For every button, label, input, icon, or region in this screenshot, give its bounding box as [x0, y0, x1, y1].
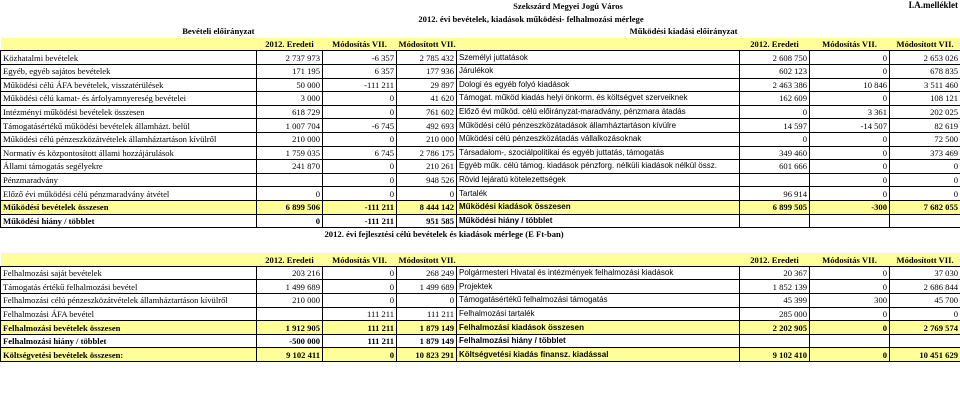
- expense-value: 349 460: [740, 146, 810, 160]
- revenue-value: 1 879 149: [397, 321, 457, 335]
- expense-label: Polgármesteri Hivatal és intézmények felhalmozási kiadások: [457, 266, 740, 280]
- deficit-row: [1, 214, 960, 228]
- expense-value: 14 597: [740, 119, 810, 133]
- revenue-value: 951 585: [397, 214, 457, 228]
- revenue-value: 210 261: [397, 160, 457, 174]
- revenue-value: 111 211: [323, 334, 397, 348]
- revenue-value: 3 000: [257, 92, 323, 106]
- expense-value: 2 769 574: [890, 321, 960, 335]
- expense-value: 0: [810, 92, 890, 106]
- expense-value: 300: [810, 294, 890, 308]
- expense-value: [740, 214, 810, 228]
- revenue-label: Működési célú ÁFA bevételek, visszatérülések: [1, 78, 257, 92]
- expense-label: Tartalék: [457, 187, 740, 201]
- revenue-label: Intézményi működési bevételek összesen: [1, 105, 257, 119]
- expense-value: 6 899 505: [740, 200, 810, 214]
- expense-label: Egyéb műk. célú támog. kiadások pénzforg. nélküli kiadások nélkül össz.: [457, 160, 740, 174]
- org-name: Szekszárd Megyei Jogú Város: [513, 1, 623, 12]
- revenue-value: 9 102 411: [257, 348, 323, 362]
- revenue-value: -6 745: [323, 119, 397, 133]
- table-row: [1, 187, 960, 201]
- expense-section-title: Működési kiadási előirányzat: [629, 26, 738, 37]
- expense-label: Projektek: [457, 280, 740, 294]
- table-row: [1, 173, 960, 187]
- header-row: [1, 0, 960, 13]
- revenue-label: Felhalmozási saját bevételek: [1, 266, 257, 280]
- section-title: 2012. évi fejlesztési célú bevételek és kiadások mérlege (E Ft-ban): [324, 229, 564, 240]
- column-header: Módosított VII.: [896, 39, 954, 50]
- table-row: [1, 160, 960, 174]
- header-row: [1, 25, 960, 38]
- expense-value: 20 367: [740, 266, 810, 280]
- column-header-row: [1, 38, 960, 51]
- expense-value: 0: [740, 132, 810, 146]
- revenue-label: Közhatalmi bevételek: [1, 51, 257, 65]
- expense-value: 2 202 905: [740, 321, 810, 335]
- deficit-row: [1, 334, 960, 348]
- revenue-value: 0: [323, 187, 397, 201]
- expense-value: 285 000: [740, 307, 810, 321]
- expense-label: Működési kiadások összesen: [457, 200, 740, 214]
- cell: [740, 25, 960, 38]
- revenue-value: 0: [323, 105, 397, 119]
- revenue-label: Működési célú kamat- és árfolyamnyereség bevételei: [1, 92, 257, 106]
- revenue-label: Költségvetési bevételek összesen:: [1, 348, 257, 362]
- expense-value: [890, 214, 960, 228]
- expense-value: 10 451 629: [890, 348, 960, 362]
- cell: [457, 253, 740, 266]
- revenue-value: 1 499 689: [257, 280, 323, 294]
- revenue-value: 41 620: [397, 92, 457, 106]
- expense-value: 0: [890, 160, 960, 174]
- expense-value: -300: [810, 200, 890, 214]
- column-header: Módosítás VII.: [822, 39, 877, 50]
- expense-value: 45 700: [890, 294, 960, 308]
- expense-value: 0: [810, 187, 890, 201]
- expense-label: Dologi és egyéb folyó kiadások: [457, 78, 740, 92]
- table-row: [1, 294, 960, 308]
- expense-value: 0: [740, 105, 810, 119]
- expense-value: 7 682 055: [890, 200, 960, 214]
- expense-value: 162 609: [740, 92, 810, 106]
- expense-value: 0: [810, 266, 890, 280]
- revenue-value: 2 785 432: [397, 51, 457, 65]
- table-row: [1, 105, 960, 119]
- cell: [1, 0, 397, 13]
- revenue-value: 111 211: [323, 321, 397, 335]
- revenue-value: [257, 173, 323, 187]
- revenue-label: Előző évi működési célú pénzmaradvány átvétel: [1, 187, 257, 201]
- expense-label: Rövid lejáratú kötelezettségek: [457, 173, 740, 187]
- revenue-value: 1 759 035: [257, 146, 323, 160]
- revenue-value: 0: [323, 294, 397, 308]
- revenue-value: 0: [397, 187, 457, 201]
- cell: [740, 0, 960, 13]
- revenue-value: 8 444 142: [397, 200, 457, 214]
- revenue-value: 210 000: [397, 132, 457, 146]
- revenue-label: Normatív és központosított állami hozzájárulások: [1, 146, 257, 160]
- expense-value: 3 511 460: [890, 78, 960, 92]
- expense-value: 0: [810, 64, 890, 78]
- column-header: Módosítás VII.: [822, 254, 877, 265]
- revenue-value: [257, 307, 323, 321]
- revenue-value: 0: [323, 173, 397, 187]
- expense-label: Felhalmozási tartalék: [457, 307, 740, 321]
- annex-label: I.A.melléklet: [908, 0, 958, 10]
- revenue-label: Állami támogatás segélyekre: [1, 160, 257, 174]
- revenue-label: Támogatásértékű működési bevételek államházt. belül: [1, 119, 257, 133]
- table-row: [1, 146, 960, 160]
- revenue-value: -111 211: [323, 214, 397, 228]
- expense-label: Személyi juttatások: [457, 51, 740, 65]
- revenue-value: 0: [257, 214, 323, 228]
- revenue-value: 618 729: [257, 105, 323, 119]
- revenue-value: 29 897: [397, 78, 457, 92]
- revenue-value: 2 786 175: [397, 146, 457, 160]
- revenue-value: 111 211: [323, 307, 397, 321]
- revenue-section-title: Bevételi előirányzat: [182, 26, 255, 37]
- expense-value: 2 653 026: [890, 51, 960, 65]
- revenue-value: 0: [257, 187, 323, 201]
- expense-label: Költségvetési kiadás finansz. kiadással: [457, 348, 740, 362]
- revenue-value: 6 745: [323, 146, 397, 160]
- expense-value: 0: [810, 146, 890, 160]
- expense-label: Működési hiány / többlet: [457, 214, 740, 228]
- revenue-value: 0: [323, 160, 397, 174]
- revenue-value: 6 357: [323, 64, 397, 78]
- expense-value: 0: [890, 307, 960, 321]
- expense-value: 0: [890, 173, 960, 187]
- revenue-value: 177 936: [397, 64, 457, 78]
- expense-value: 0: [810, 307, 890, 321]
- column-header: Módosítás VII.: [332, 39, 387, 50]
- cell: [810, 228, 960, 241]
- revenue-value: 6 899 506: [257, 200, 323, 214]
- cell: [457, 38, 740, 51]
- cell: [1, 253, 257, 266]
- expense-value: [890, 334, 960, 348]
- expense-value: [740, 334, 810, 348]
- revenue-label: Működési hiány / többlet: [1, 214, 257, 228]
- expense-value: 602 123: [740, 64, 810, 78]
- revenue-value: 268 249: [397, 266, 457, 280]
- expense-label: Támogat. működ kiadás helyi önkorm. és költségvet szerveiknek: [457, 92, 740, 106]
- revenue-label: Működési célú pénzeszközátvételek államháztartáson kívülről: [1, 132, 257, 146]
- header-row: [1, 13, 960, 26]
- revenue-value: 1 879 149: [397, 334, 457, 348]
- revenue-value: 10 823 291: [397, 348, 457, 362]
- cell: [1, 13, 323, 26]
- revenue-label: Felhalmozási hiány / többlet: [1, 334, 257, 348]
- revenue-label: Felhalmozási bevételek összesen: [1, 321, 257, 335]
- expense-value: 9 102 410: [740, 348, 810, 362]
- expense-value: 0: [810, 51, 890, 65]
- expense-value: 373 469: [890, 146, 960, 160]
- cell: [1, 241, 960, 254]
- table-row: [1, 307, 960, 321]
- expense-label: Járulékok: [457, 64, 740, 78]
- expense-value: -14 507: [810, 119, 890, 133]
- expense-value: 0: [810, 280, 890, 294]
- revenue-value: 0: [323, 92, 397, 106]
- revenue-value: 1 007 704: [257, 119, 323, 133]
- expense-value: 2 608 750: [740, 51, 810, 65]
- expense-value: 202 025: [890, 105, 960, 119]
- revenue-label: Támogatás értékű felhalmozási bevétel: [1, 280, 257, 294]
- revenue-value: 210 000: [257, 294, 323, 308]
- expense-value: 0: [810, 348, 890, 362]
- grand-total-row: [1, 348, 960, 362]
- expense-value: 108 121: [890, 92, 960, 106]
- expense-label: Működési célú pénzeszközátadások államháztartáson kívülre: [457, 119, 740, 133]
- expense-value: 1 852 139: [740, 280, 810, 294]
- expense-value: 10 846: [810, 78, 890, 92]
- table-row: [1, 92, 960, 106]
- table-row: [1, 78, 960, 92]
- sheet-title: 2012. évi bevételek, kiadások működési- felhalmozási mérlege: [418, 13, 644, 24]
- spacer-row: [1, 241, 960, 254]
- revenue-value: 171 195: [257, 64, 323, 78]
- expense-value: 0: [810, 160, 890, 174]
- expense-value: 37 030: [890, 266, 960, 280]
- expense-label: Felhalmozási hiány / többlet: [457, 334, 740, 348]
- expense-value: 3 361: [810, 105, 890, 119]
- revenue-value: 0: [323, 280, 397, 294]
- expense-label: Működési célú pénzeszközátadás vállalkozásoknak: [457, 132, 740, 146]
- column-header: 2012. Eredeti: [750, 254, 799, 265]
- expense-label: Felhalmozási kiadások összesen: [457, 321, 740, 335]
- revenue-value: 203 216: [257, 266, 323, 280]
- revenue-value: -111 211: [323, 78, 397, 92]
- cell: [1, 228, 323, 241]
- expense-value: 0: [810, 173, 890, 187]
- expense-label: Támogatásértékű felhalmozási támogatás: [457, 294, 740, 308]
- expense-value: [810, 214, 890, 228]
- revenue-value: 111 211: [397, 307, 457, 321]
- column-header: Módosított VII.: [398, 254, 456, 265]
- revenue-label: Működési bevételek összesen: [1, 200, 257, 214]
- revenue-value: 210 000: [257, 132, 323, 146]
- expense-value: [810, 334, 890, 348]
- expense-value: 72 500: [890, 132, 960, 146]
- revenue-label: Pénzmaradvány: [1, 173, 257, 187]
- column-header-row: [1, 253, 960, 266]
- revenue-value: 0: [323, 348, 397, 362]
- expense-value: [740, 173, 810, 187]
- revenue-value: 50 000: [257, 78, 323, 92]
- expense-value: 0: [810, 321, 890, 335]
- expense-value: 2 463 386: [740, 78, 810, 92]
- revenue-value: 761 602: [397, 105, 457, 119]
- total-row: [1, 321, 960, 335]
- column-header: 2012. Eredeti: [265, 39, 314, 50]
- revenue-value: 1 499 689: [397, 280, 457, 294]
- revenue-value: 492 693: [397, 119, 457, 133]
- cell: [1, 38, 257, 51]
- expense-value: 678 835: [890, 64, 960, 78]
- total-row: [1, 200, 960, 214]
- section-title-row: [1, 228, 960, 241]
- revenue-value: -500 000: [257, 334, 323, 348]
- table-row: [1, 119, 960, 133]
- revenue-label: Felhalmozási célú pénzeszközátvételek államháztartáson kívülről: [1, 294, 257, 308]
- expense-value: 82 619: [890, 119, 960, 133]
- table-row: [1, 51, 960, 65]
- expense-value: 96 914: [740, 187, 810, 201]
- column-header: Módosított VII.: [398, 39, 456, 50]
- table-row: [1, 132, 960, 146]
- expense-value: 0: [890, 187, 960, 201]
- revenue-value: 948 526: [397, 173, 457, 187]
- table-row: [1, 280, 960, 294]
- expense-value: 45 399: [740, 294, 810, 308]
- expense-value: 0: [810, 132, 890, 146]
- revenue-value: -6 357: [323, 51, 397, 65]
- revenue-value: 2 737 973: [257, 51, 323, 65]
- revenue-value: 1 912 905: [257, 321, 323, 335]
- table-row: [1, 266, 960, 280]
- column-header: 2012. Eredeti: [750, 39, 799, 50]
- revenue-value: -111 211: [323, 200, 397, 214]
- cell: [740, 13, 960, 26]
- column-header: Módosított VII.: [896, 254, 954, 265]
- column-header: Módosítás VII.: [332, 254, 387, 265]
- expense-value: 2 686 844: [890, 280, 960, 294]
- revenue-value: 241 870: [257, 160, 323, 174]
- table-row: [1, 64, 960, 78]
- revenue-label: Egyéb, egyéb sajátos bevételek: [1, 64, 257, 78]
- revenue-value: 0: [323, 266, 397, 280]
- expense-label: Előző évi működ. célú előirányzat-maradvány, pénzmara átadás: [457, 105, 740, 119]
- expense-value: 601 666: [740, 160, 810, 174]
- expense-label: Társadalom-, szociálpolitikai és egyéb juttatás, támogatás: [457, 146, 740, 160]
- column-header: 2012. Eredeti: [265, 254, 314, 265]
- revenue-label: Felhalmozási ÁFA bevétel: [1, 307, 257, 321]
- revenue-value: 0: [323, 132, 397, 146]
- cell: [257, 25, 457, 38]
- revenue-value: 0: [397, 294, 457, 308]
